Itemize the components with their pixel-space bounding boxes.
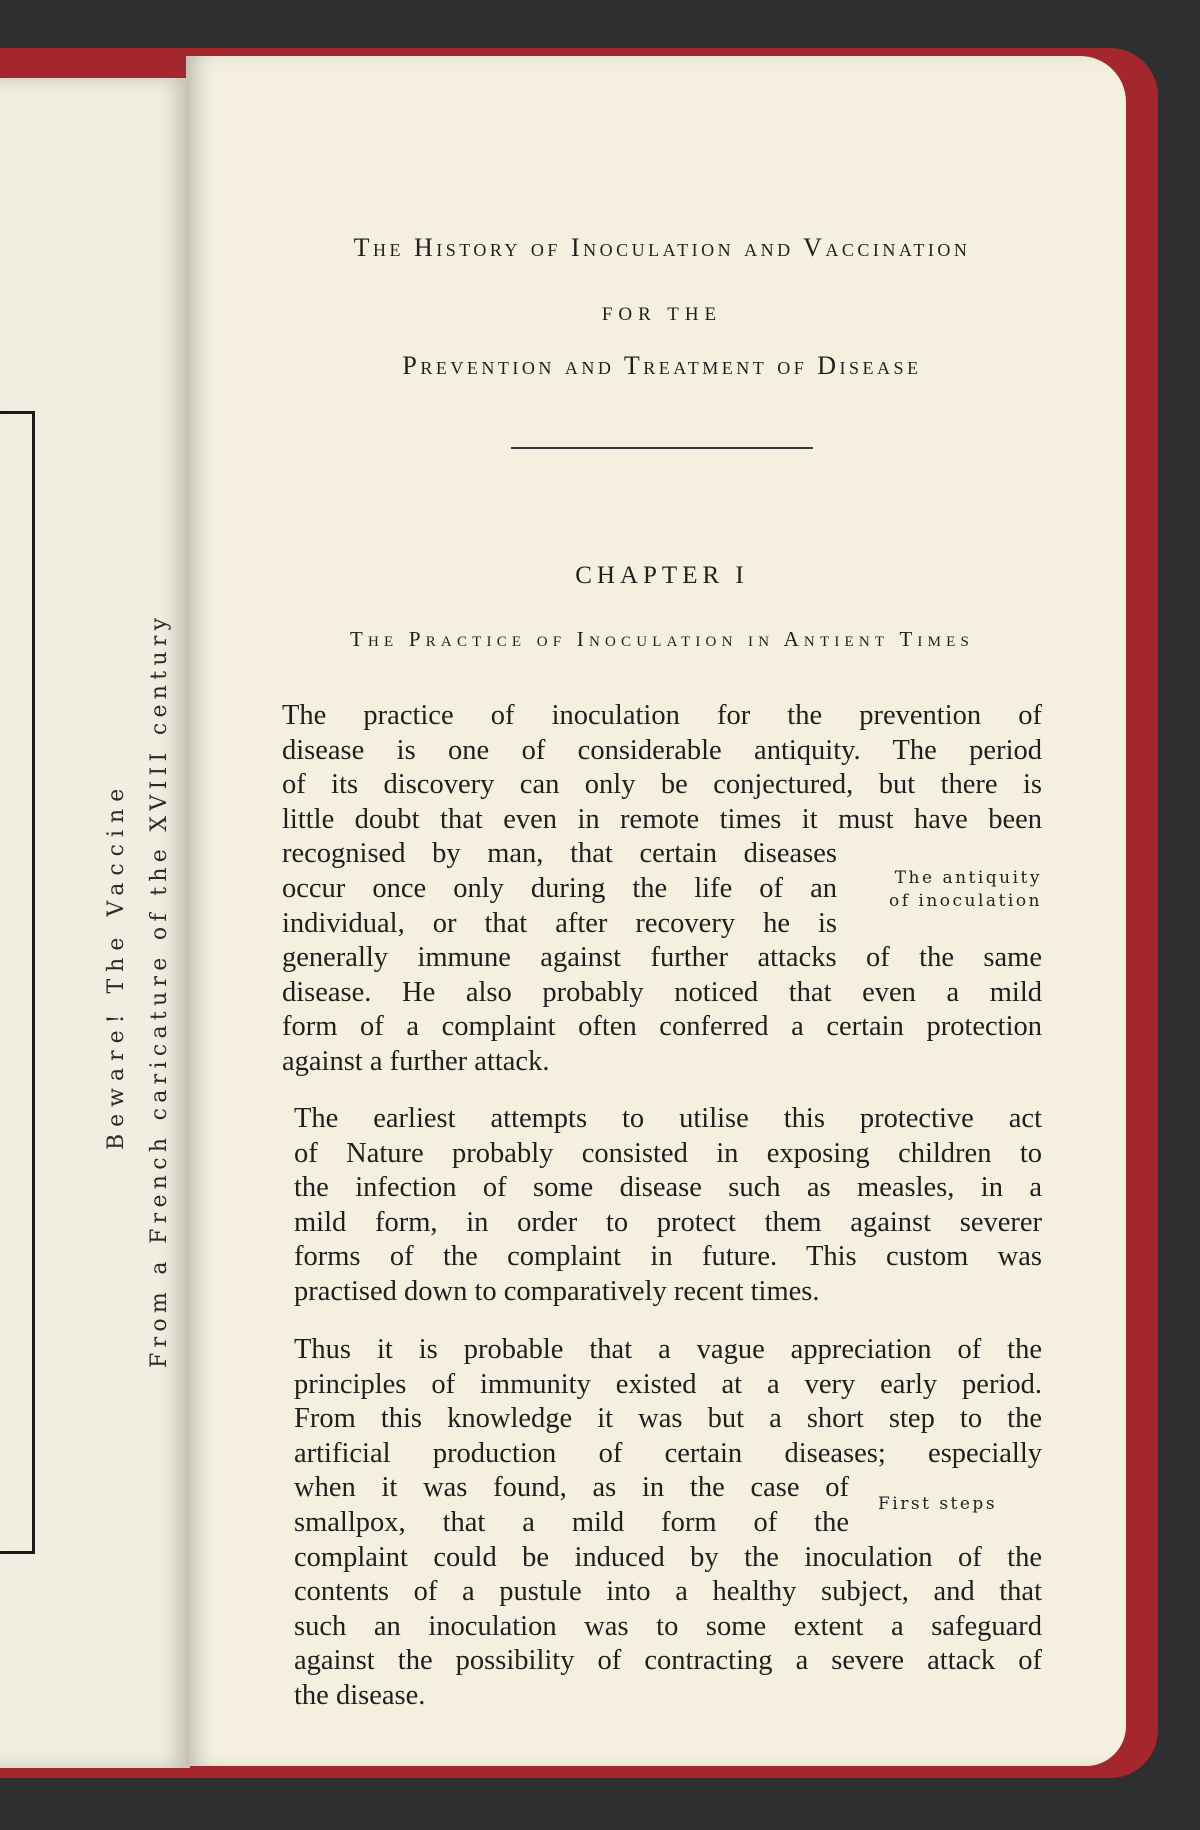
- text-line: of Nature probably consisted in exposing children to: [294, 1137, 1042, 1169]
- text-line: disease. He also probably noticed that even a mild: [282, 976, 1042, 1008]
- text-line: disease is one of considerable antiquity. The period: [282, 734, 1042, 766]
- text-line: form of a complaint often conferred a certain protection: [282, 1011, 1042, 1043]
- text-line: of its discovery can only be conjectured, but there is: [282, 769, 1042, 801]
- text-line: artificial production of certain diseases; especially: [294, 1437, 1042, 1469]
- chapter-title: The Practice of Inoculation in Antient Times: [349, 627, 975, 651]
- title-divider: [511, 447, 813, 449]
- text-line: contents of a pustule into a healthy subject, and that: [294, 1576, 1042, 1608]
- text-line: occur once only during the life of an: [282, 872, 837, 904]
- sidenote-first-steps: First steps: [878, 1494, 998, 1514]
- text-line: generally immune against further attacks of the same: [282, 942, 1042, 974]
- text-line: recognised by man, that certain diseases: [282, 838, 837, 870]
- book-title-line-3: Prevention and Treatment of Disease: [402, 351, 922, 380]
- plate-frame: [0, 411, 35, 1554]
- text-line: The practice of inoculation for the prevention of: [282, 700, 1042, 731]
- text-line: From this knowledge it was but a short step to the: [294, 1403, 1042, 1435]
- left-page-plate: [0, 78, 190, 1768]
- text-line: when it was found, as in the case of: [294, 1472, 849, 1504]
- text-line: practised down to comparatively recent times.: [294, 1275, 820, 1307]
- caption-title: Beware! The Vaccine: [104, 781, 129, 1150]
- text-line: The earliest attempts to utilise this protective act: [294, 1103, 1042, 1134]
- plate-caption: [96, 612, 186, 1368]
- sidenote-antiquity: [864, 867, 1042, 913]
- book-title-line-2: FOR THE: [601, 304, 723, 325]
- paragraph-2: [294, 1102, 1042, 1310]
- text-line: against a further attack.: [282, 1045, 550, 1077]
- caption-source: From a French caricature of the XVIII century: [147, 612, 172, 1368]
- text-line: individual, or that after recovery he is: [282, 907, 837, 939]
- paragraph-3: [294, 1333, 1042, 1714]
- chapter-number: CHAPTER I: [575, 562, 749, 589]
- text-line: against the possibility of contracting a severe attack of: [294, 1645, 1042, 1677]
- text-line: forms of the complaint in future. This custom was: [294, 1241, 1042, 1273]
- text-line: the infection of some disease such as measles, in a: [294, 1172, 1042, 1204]
- sidenote-line: The antiquity: [894, 868, 1042, 888]
- text-line: little doubt that even in remote times it must have been: [282, 803, 1042, 835]
- sidenote-line: of inoculation: [888, 891, 1042, 911]
- right-page: [186, 56, 1126, 1766]
- text-line: Thus it is probable that a vague appreciation of the: [294, 1334, 1042, 1365]
- text-line: complaint could be induced by the inoculation of the: [294, 1541, 1042, 1573]
- text-line: such an inoculation was to some extent a safeguard: [294, 1610, 1042, 1642]
- text-line: the disease.: [294, 1679, 426, 1711]
- text-line: smallpox, that a mild form of the: [294, 1506, 849, 1538]
- text-line: mild form, in order to protect them against severer: [294, 1206, 1042, 1238]
- text-line: principles of immunity existed at a very early period.: [294, 1368, 1042, 1400]
- book-title-line-1: The History of Inoculation and Vaccination: [353, 233, 971, 262]
